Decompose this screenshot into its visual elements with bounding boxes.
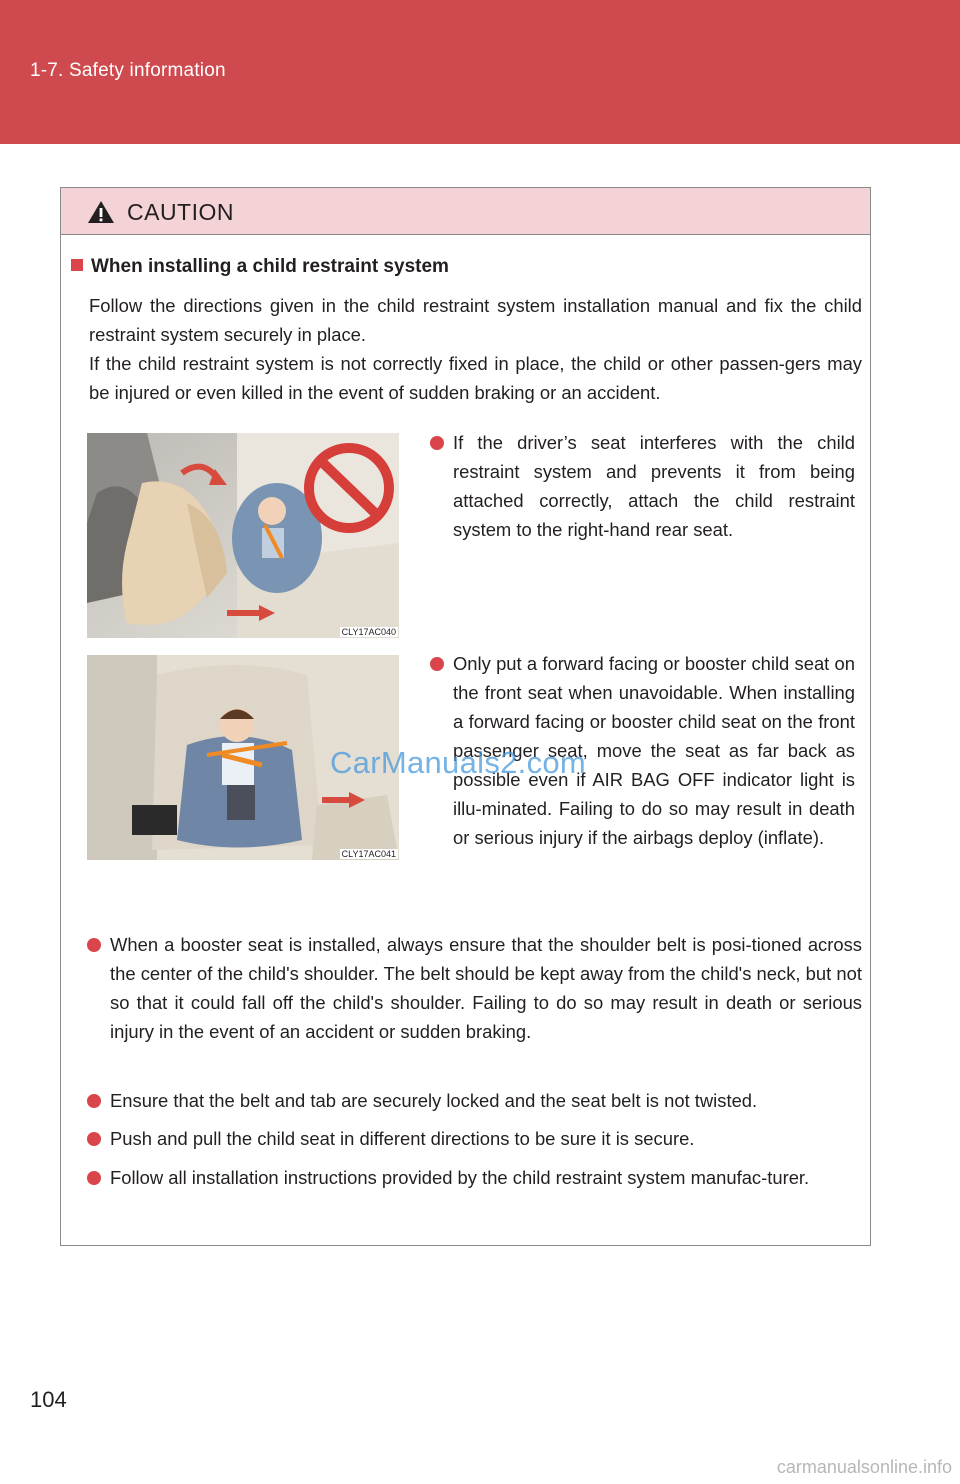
header-band <box>0 0 960 144</box>
round-bullet-icon <box>87 1171 101 1185</box>
figure-code: CLY17AC041 <box>341 849 396 859</box>
caution-subheading <box>71 256 449 278</box>
caution-label: CAUTION <box>127 199 234 225</box>
round-bullet-icon <box>87 1132 101 1146</box>
seat-interference-drawing <box>87 433 399 638</box>
figure-code: CLY17AC040 <box>341 627 396 637</box>
paragraph-2: If the child restraint system is not correctly fixed in place, the child or other passen-gers may be injured or even killed in the event of sudden braking or an accident. <box>89 353 862 403</box>
bullet-item <box>87 1163 862 1192</box>
bullet-text: Push and pull the child seat in different directions to be sure it is secure. <box>110 1128 695 1149</box>
bullet-text: When a booster seat is installed, always ensure that the shoulder belt is posi-tioned across the center of the child's shoulder. The belt should be kept away from the child's neck, but not so that it could fall off the child's shoulder. Failing to do so may result in death or serious injury in the event of an accident or sudden braking. <box>110 934 862 1042</box>
round-bullet-icon <box>430 436 444 450</box>
round-bullet-icon <box>430 657 444 671</box>
warning-triangle-icon <box>87 200 115 224</box>
bullet-text: Follow all installation instructions provided by the child restraint system manufac-turer. <box>110 1167 810 1188</box>
footer-site-link[interactable]: carmanualsonline.info <box>776 1457 952 1477</box>
square-bullet-icon <box>71 259 83 271</box>
bullet-item <box>87 1086 862 1115</box>
round-bullet-icon <box>87 1094 101 1108</box>
subheading-text: When installing a child restraint system <box>91 256 449 277</box>
bullet-item <box>87 1124 862 1153</box>
illustration-seat-interference <box>87 433 399 638</box>
bullet-text: Ensure that the belt and tab are securely locked and the seat belt is not twisted. <box>110 1090 758 1111</box>
round-bullet-icon <box>87 938 101 952</box>
bullet-text: Only put a forward facing or booster child seat on the front seat when unavoidable. When installing a forward facing or booster child seat on the front passenger seat, move the seat as far back as possible even if AIR BAG OFF indicator light is illu-minated. Failing to do so may result in death or serious injury if the airbags deploy (inflate). <box>453 653 855 848</box>
caution-header <box>61 188 870 235</box>
watermark: CarManuals2.com <box>330 745 587 780</box>
bullet-text: If the driver’s seat interferes with the child restraint system and prevents it from being attached correctly, attach the child restraint system to the right-hand rear seat. <box>453 432 855 540</box>
paragraph-1: Follow the directions given in the child restraint system installation manual and fix the child restraint system securely in place. <box>89 295 862 345</box>
section-title: 1-7. Safety information <box>30 60 226 81</box>
bullet-item <box>87 930 862 1046</box>
bullet-item <box>430 428 855 544</box>
page-number: 104 <box>30 1387 67 1412</box>
